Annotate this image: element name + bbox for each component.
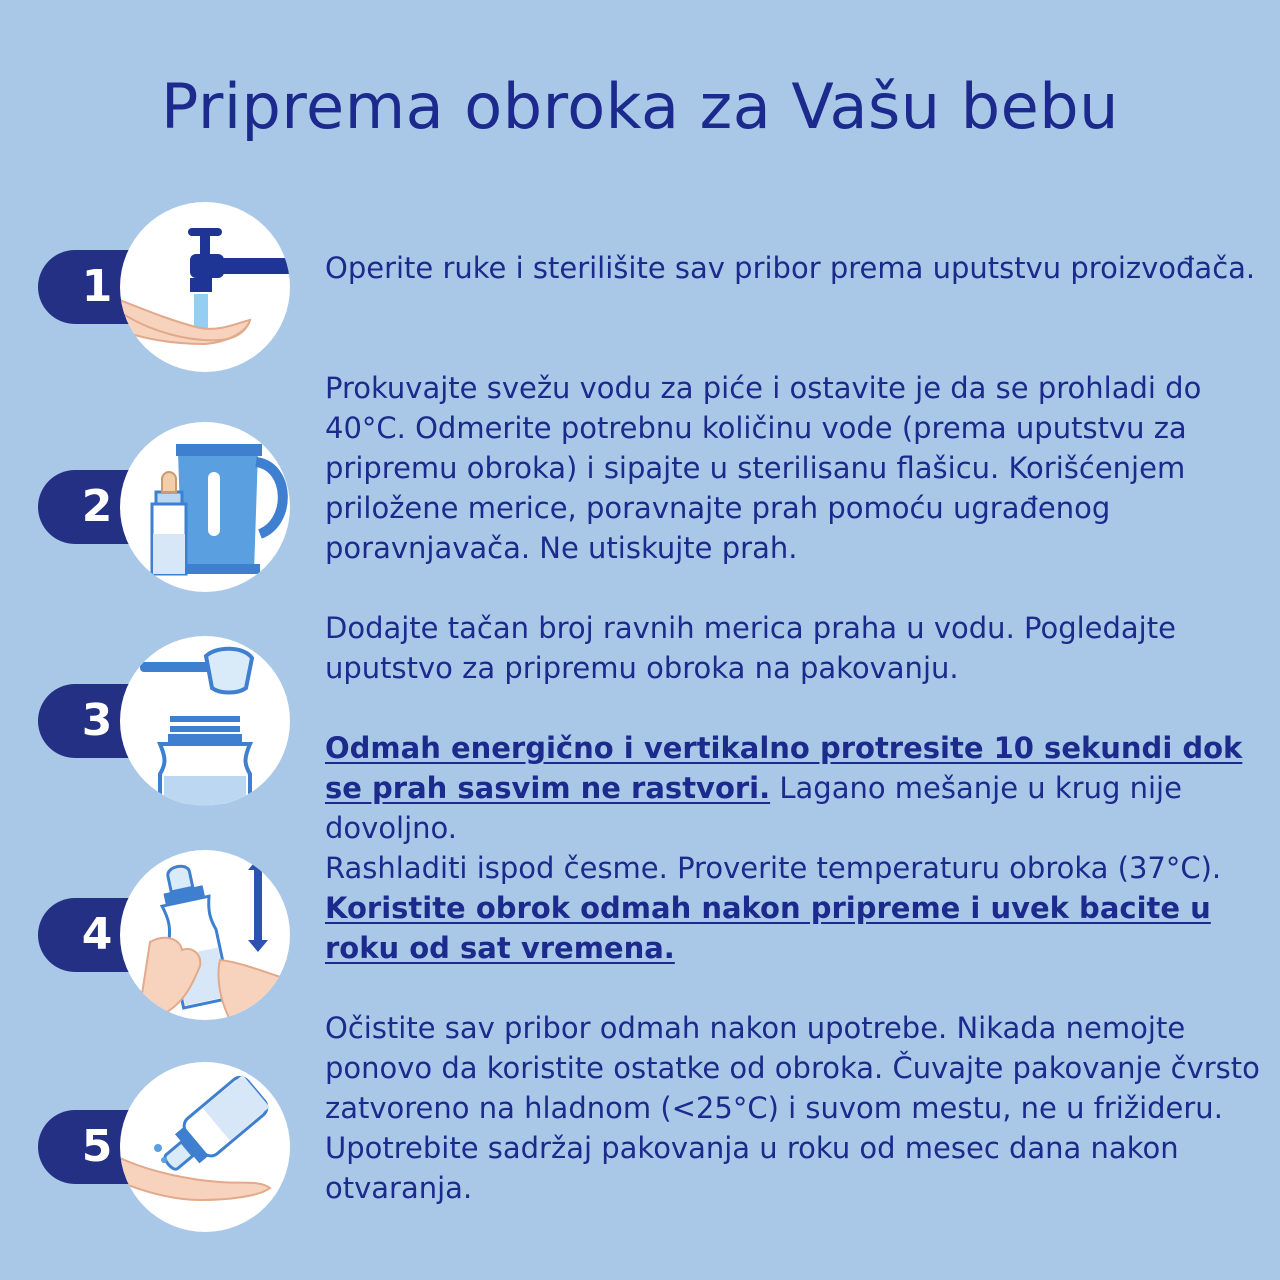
step-1 <box>0 196 300 371</box>
water-tap-hands-icon <box>120 202 290 372</box>
page-title: Priprema obroka za Vašu bebu <box>161 70 1119 143</box>
shake-bottle-icon <box>120 850 290 1020</box>
usage-warning-emphasis: Koristite obrok odmah nakon pripreme i uvek bacite u roku od sat vremena. <box>325 891 1211 965</box>
shake-instruction-emphasis: Odmah energično i vertikalno protresite 10 sekundi dok se prah sasvim ne rastvori. <box>325 731 1243 805</box>
step-number: 2 <box>81 481 113 532</box>
step-3-shake-text <box>325 728 1260 848</box>
step-5 <box>0 1056 300 1231</box>
step-4-text <box>325 848 1260 968</box>
step-number: 1 <box>81 261 113 312</box>
step-5-text: Očistite sav pribor odmah nakon upotrebe. Nikada nemojte ponovo da koristite ostatke od obroka. Čuvajte pakovanje čvrsto zatvoreno na hladnom (<25°C) i suvom mestu, ne u frižideru. Upotrebite sadržaj pakovanja u roku od mesec dana nakon otvaranja. <box>325 1011 1260 1205</box>
step-2 <box>0 416 300 591</box>
step-number: 4 <box>81 909 113 960</box>
step-2-text: Prokuvajte svežu vodu za piće i ostavite je da se prohladi do 40°C. Odmerite potrebnu količinu vode (prema uputstvu za pripremu obroka) i sipajte u sterilisanu flašicu. Korišćenjem priložene merice, poravnajte prah pomoću ugrađenog poravnjavača. Ne utiskujte prah. <box>325 371 1202 565</box>
step-number: 3 <box>81 695 113 746</box>
step-3-text: Dodajte tačan broj ravnih merica praha u vodu. Pogledajte uputstvo za pripremu obroka na pakovanju. <box>325 611 1176 685</box>
shake-instruction-note: Lagano mešanje u krug nije dovoljno. <box>325 771 1182 845</box>
scoop-bottle-icon <box>120 636 290 806</box>
step-3 <box>0 630 300 805</box>
cooling-instruction: Rashladiti ispod česme. Proverite temperaturu obroka (37°C). <box>325 851 1222 885</box>
kettle-bottle-icon <box>120 422 290 592</box>
step-1-text: Operite ruke i sterilišite sav pribor prema uputstvu proizvođača. <box>325 251 1256 285</box>
step-number: 5 <box>81 1121 113 1172</box>
pour-wrist-icon <box>120 1062 290 1232</box>
step-4 <box>0 844 300 1019</box>
